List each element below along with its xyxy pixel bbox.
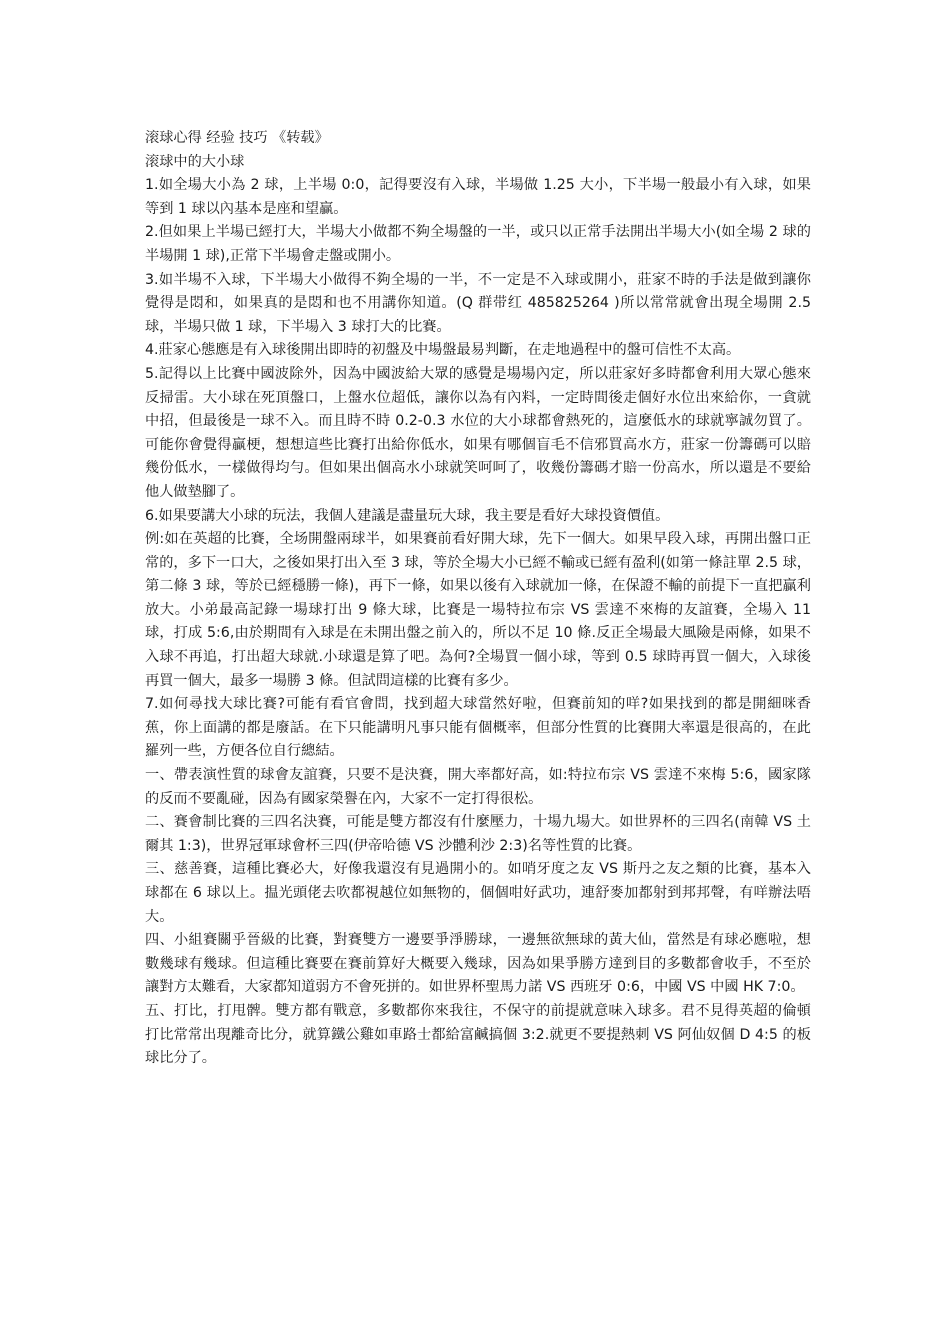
document-body xyxy=(145,127,811,1071)
list-item-5: 五、打比，打甩髀。雙方都有戰意，多數都你來我往，不保守的前提就意味入球多。君不見得英超的倫頓打比常常出現離奇比分，就算鐵公雞如車路士都給富鹹搞個 3:2.就更不要提熱刺 VS 阿仙奴個 D 4:5 的板球比分了。 xyxy=(145,1002,811,1067)
paragraph-4: 4.莊家心態應是有入球後開出即時的初盤及中場盤最易判斷，在走地過程中的盤可信性不太高。 xyxy=(145,342,741,359)
section-heading: 滚球中的大小球 xyxy=(145,153,245,170)
list-item-1: 一、帶表演性質的球會友誼賽，只要不是決賽，開大率都好高，如:特拉布宗 VS 雲達不來梅 5:6，國家隊的反而不要亂碰，因為有國家榮譽在內，大家不一定打得很松。 xyxy=(145,767,811,807)
paragraph-2: 2.但如果上半場已經打大，半場大小做都不夠全場盤的一半，或只以正常手法開出半場大小(如全場 2 球的半場開 1 球),正常下半場會走盤或開小。 xyxy=(145,224,811,264)
paragraph-6: 6.如果要講大小球的玩法，我個人建議是盡量玩大球，我主要是看好大球投資價值。 xyxy=(145,507,670,524)
document-title: 滚球心得 经验 技巧 《转载》 xyxy=(145,130,329,146)
list-item-4: 四、小組賽關乎晉級的比賽，對賽雙方一邊要爭淨勝球，一邊無欲無球的黃大仙，當然是有球必應啦，想數幾球有幾球。但這種比賽要在賽前算好大概要入幾球，因為如果爭勝方達到目的多數都會收手，不至於讓對方太難看，大家都知道弱方不會死拼的。如世界杯聖馬力諾 VS 西班牙 0:6，中國 VS 中國 HK 7:0。 xyxy=(145,932,811,996)
paragraph-3: 3.如半場不入球，下半場大小做得不夠全場的一半，不一定是不入球或開小，莊家不時的手法是做到讓你覺得是悶和，如果真的是悶和也不用講你知道。(Q 群带红 485825264 )所以常常就會出現全場開 2.5 球，半場只做 1 球，下半場入 3 球打大的比賽。 xyxy=(145,271,811,335)
paragraph-7: 7.如何尋找大球比賽?可能有看官會問，找到超大球當然好啦，但賽前知的咩?如果找到的都是開細咪香蕉，你上面講的都是廢話。在下只能講明凡事只能有個概率，但部分性質的比賽開大率還是很高的，在此羅列一些，方便各位自行總結。 xyxy=(145,696,811,760)
paragraph-1: 1.如全場大小為 2 球，上半場 0:0，記得要沒有入球，半場做 1.25 大小，下半場一般最小有入球，如果等到 1 球以內基本是座和望贏。 xyxy=(145,177,811,217)
paragraph-5: 5.記得以上比賽中國波除外，因為中國波給大眾的感覺是場場內定，所以莊家好多時都會利用大眾心態來反掃雷。大小球在死頂盤口，上盤水位超低，讓你以為有內料，一定時間後走個好水位出來給你，一貪就中招，但最後是一球不入。而且時不時 0.2-0.3 水位的大小球都會熱死的，這麼低水的球就寧誠勿買了。可能你會覺得贏梗，想想這些比賽打出給你低水，如果有哪個盲毛不信邪買高水方，莊家一份籌碼可以賠幾份低水，一樣做得均勻。但如果出個高水小球就笑呵呵了，收幾份籌碼才賠一份高水，所以還是不要給他人做墊腳了。 xyxy=(145,365,811,500)
list-item-3: 三、慈善賽，這種比賽必大，好像我還沒有見過開小的。如哨牙度之友 VS 斯丹之友之類的比賽，基本入球都在 6 球以上。揾光頭佬去吹都視越位如無物的，個個咁好武功，連舒麥加都射到邦邦聲，有咩辦法唔大。 xyxy=(145,861,811,925)
list-item-2: 二、賽會制比賽的三四名決賽，可能是雙方都沒有什麼壓力，十場九場大。如世界杯的三四名(南韓 VS 土爾其 1:3)，世界冠軍球會杯三四(伊帝哈德 VS 沙體利沙 2:3)名等性質的比賽。 xyxy=(145,814,811,854)
paragraph-example: 例:如在英超的比賽，全场開盤兩球半，如果賽前看好開大球，先下一個大。如果早段入球，再開出盤口正常的，多下一口大，之後如果打出入至 3 球，等於全場大小已經不輸或已經有盈利(如第一條註單 2.5 球，第二條 3 球，等於已經穩勝一條)，再下一條，如果以後有入球就加一條，在保證不輸的前提下一直把贏利放大。小弟最高記錄一場球打出 9 條大球，比賽是一場特拉布宗 VS 雲達不來梅的友誼賽，全場入 11 球，打成 5:6,由於期間有入球是在未開出盤之前入的，所以不足 10 條.反正全場最大風險是兩條，如果不入球不再追，打出超大球就.小球還是算了吧。為何?全場買一個小球，等到 0.5 球時再買一個大，入球後再買一個大，最多一場勝 3 條。但試問這樣的比賽有多少。 xyxy=(145,531,811,689)
